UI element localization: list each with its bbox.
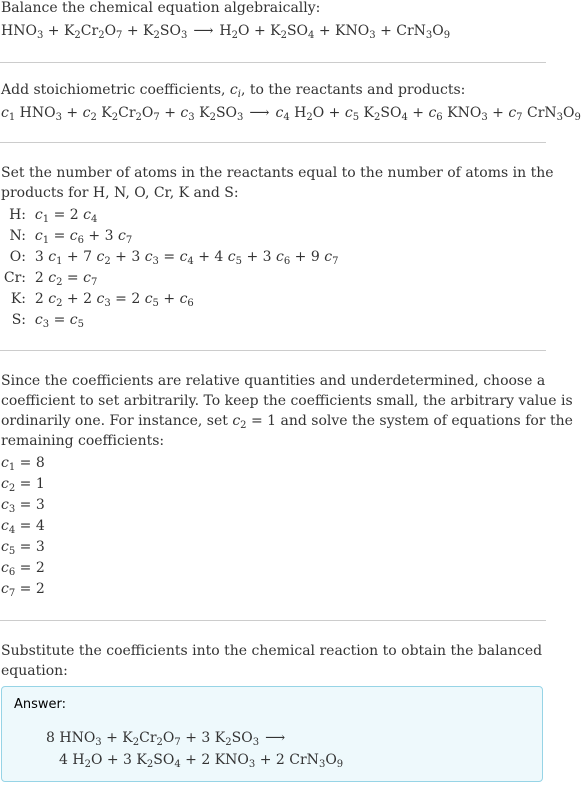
atom-equation-k: K: 2 $c_2 + 2$ $c_3 = 2$ $c_5 + c_6$ xyxy=(10,291,194,309)
answer-box xyxy=(1,686,543,782)
substitute-text-line-2: equation: xyxy=(1,663,68,679)
atom-equation-cr: Cr: 2 $c_2 = c_7$ xyxy=(3,270,98,288)
solve-text-line-2: coefficient to set arbitrarily. To keep the coefficients small, the arbitrary value is xyxy=(1,393,573,409)
answer-equation-line-2: 4 $H_2O + 3$ $K_2SO_4 + 2$ $KNO_3 + 2$ $CrN_3O_9$ xyxy=(59,752,344,770)
atom-equation-n: N: $c_1 = c_6 + 3$ $c_7$ xyxy=(9,228,133,246)
solution-c7: $c_7 = 2$ xyxy=(1,581,45,599)
add-coefficients-text: Add stoichiometric coefficients, $c_i$, to the reactants and products: xyxy=(1,82,466,100)
atom-equation-s: S: $c_3 = c_5$ xyxy=(11,312,84,330)
answer-label: Answer: xyxy=(14,697,67,712)
substitute-text-line-1: Substitute the coefficients into the chemical reaction to obtain the balanced xyxy=(1,643,543,659)
solution-c3: $c_3 = 3$ xyxy=(1,497,45,515)
atoms-text-line-1: Set the number of atoms in the reactants equal to the number of atoms in the xyxy=(1,165,554,181)
solution-c6: $c_6 = 2$ xyxy=(1,560,45,578)
coefficient-equation: $c_1$ $HNO_3 + c_2$ $K_2Cr_2O_7 + c_3$ $K_2SO_3$ ⟶ $c_4$ $H_2O + c_5$ $K_2SO_4 + c_6$ $KNO_3 + c_7$ $CrN_3O_9$ xyxy=(1,105,581,123)
unbalanced-equation: $HNO_3 + K_2Cr_2O_7 + K_2SO_3$ ⟶ $H_2O + K_2SO_4 + KNO_3 + CrN_3O_9$ xyxy=(1,23,451,41)
divider xyxy=(0,142,546,143)
atoms-text-line-2: products for H, N, O, Cr, K and S: xyxy=(1,185,239,201)
solution-c2: $c_2 = 1$ xyxy=(1,476,45,494)
divider xyxy=(0,620,546,621)
solution-c5: $c_5 = 3$ xyxy=(1,539,45,557)
solve-text-line-1: Since the coefficients are relative quantities and underdetermined, choose a xyxy=(1,373,546,389)
divider xyxy=(0,350,546,351)
intro-text: Balance the chemical equation algebraically: xyxy=(1,0,321,16)
atom-equation-o: O: 3 $c_1 + 7$ $c_2 + 3$ $c_3 = c_4 + 4$ $c_5 + 3$ $c_6 + 9$ $c_7$ xyxy=(9,249,339,267)
solve-text-line-3: ordinarily one. For instance, set $c_2 = 1$ and solve the system of equations for the xyxy=(1,413,573,431)
solve-text-line-4: remaining coefficients: xyxy=(1,433,165,449)
solution-c4: $c_4 = 4$ xyxy=(1,518,45,536)
answer-equation-line-1: 8 $HNO_3 + K_2Cr_2O_7 + 3$ $K_2SO_3$ ⟶ xyxy=(46,730,286,748)
solution-c1: $c_1 = 8$ xyxy=(1,455,45,473)
atom-equation-h: H: $c_1 = 2$ $c_4$ xyxy=(9,207,98,225)
divider xyxy=(0,62,546,63)
